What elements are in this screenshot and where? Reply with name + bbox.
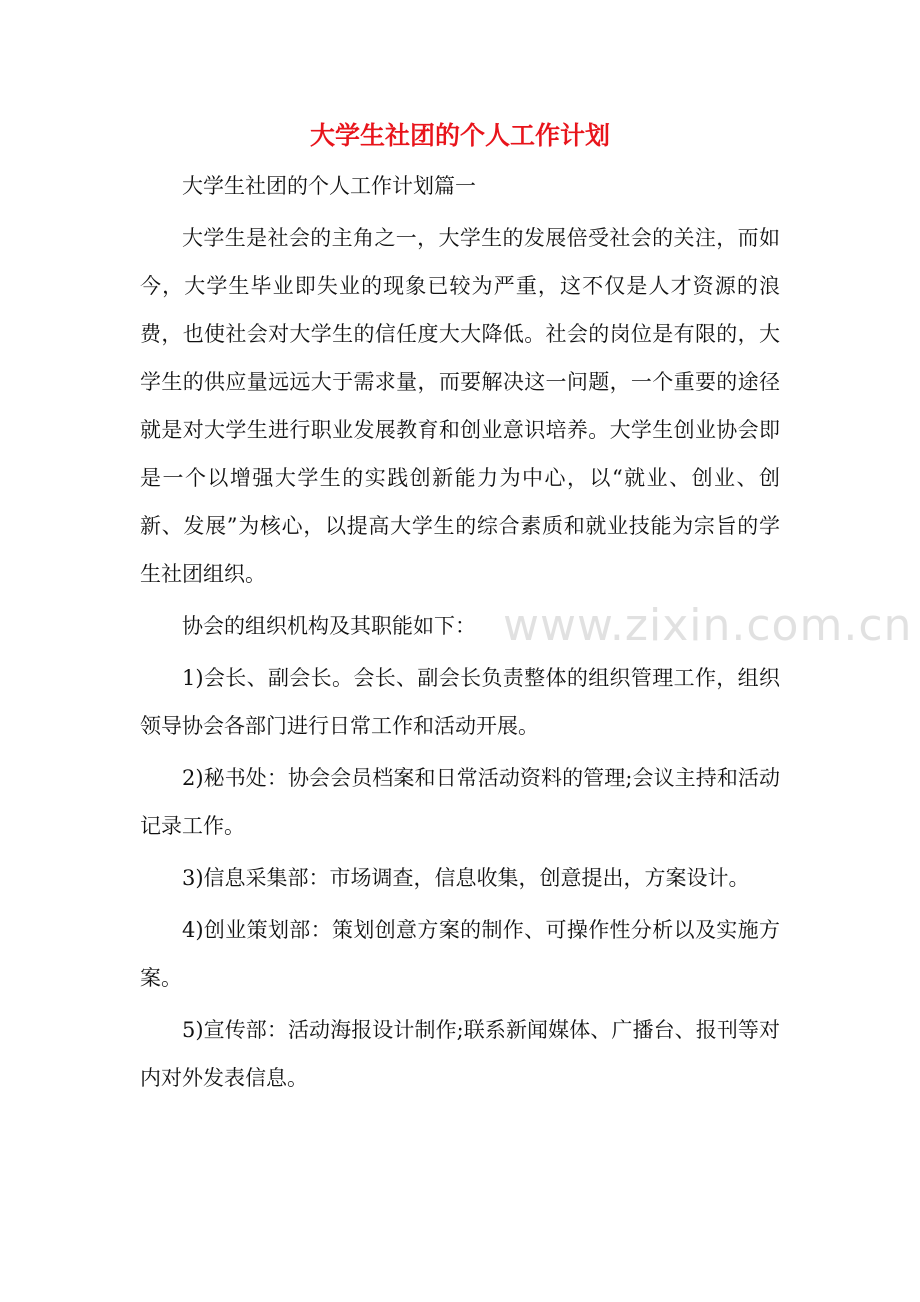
document-body (140, 160, 780, 1102)
section-heading: 大学生社团的个人工作计划篇一 (182, 174, 476, 198)
paragraph-item-information: 3)信息采集部：市场调查，信息收集，创意提出，方案设计。 (182, 866, 750, 890)
paragraph-item-publicity: 5)宣传部：活动海报设计制作;联系新闻媒体、广播台、报刊等对内对外发表信息。 (140, 1018, 780, 1090)
document-title: 大学生社团的个人工作计划 (309, 121, 610, 150)
watermark: www.zixin.com.cn (503, 600, 913, 651)
paragraph-item-secretariat: 2)秘书处：协会会员档案和日常活动资料的管理;会议主持和活动记录工作。 (140, 766, 780, 838)
paragraph-structure-lead: 协会的组织机构及其职能如下： (182, 614, 476, 638)
paragraph-item-planning: 4)创业策划部：策划创意方案的制作、可操作性分析以及实施方案。 (140, 918, 780, 990)
paragraph-intro: 大学生是社会的主角之一，大学生的发展倍受社会的关注，而如今，大学生毕业即失业的现象已较为严重，这不仅是人才资源的浪费，也使社会对大学生的信任度大大降低。社会的岗位是有限的，大学生的供应量远远大于需求量，而要解决这一问题，一个重要的途径就是对大学生进行职业发展教育和创业意识培养。大学生创业协会即是一个以增强大学生的实践创新能力为中心，以“就业、创业、创新、发展”为核心，以提高大学生的综合素质和就业技能为宗旨的学生社团组织。 (140, 226, 780, 586)
paragraph-item-president: 1)会长、副会长。会长、副会长负责整体的组织管理工作，组织领导协会各部门进行日常工作和活动开展。 (140, 666, 780, 738)
